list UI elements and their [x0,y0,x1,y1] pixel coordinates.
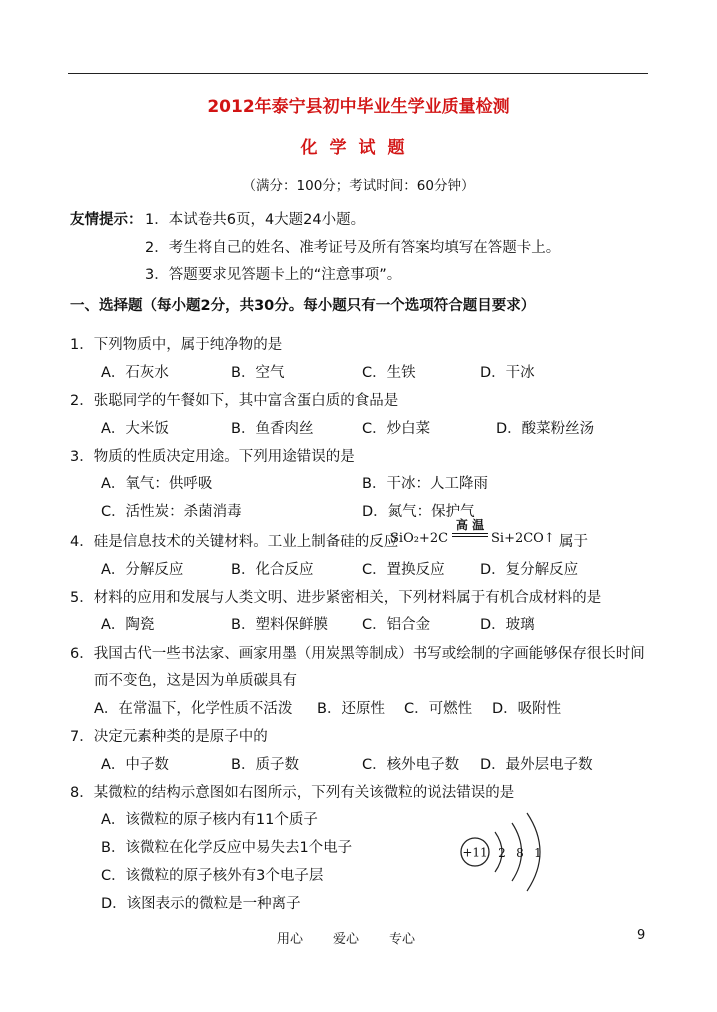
reaction-condition: 高 温 [455,518,485,532]
option: C．炒白菜 [362,421,431,437]
option: A．氧气：供呼吸 [101,476,213,492]
footer-word: 专心 [389,932,416,947]
option: D．复分解反应 [480,562,579,578]
section-heading: 一、选择题（每小题2分，共30分。每小题只有一个选项符合题目要求） [70,298,536,314]
option: C．活性炭：杀菌消毒 [101,504,242,520]
option: B．质子数 [231,757,299,773]
option: B．塑料保鲜膜 [231,617,328,633]
option: B．化合反应 [231,562,314,578]
question-stem: 7．决定元素种类的是原子中的 [70,729,268,745]
option: A．石灰水 [101,365,169,381]
shell-electrons-2: 8 [516,846,524,860]
header-rule [68,73,648,74]
option: C．铝合金 [362,617,431,633]
option: B．还原性 [317,701,385,717]
option: A．在常温下，化学性质不活泼 [94,701,293,717]
atom-structure-diagram [455,805,555,900]
question-stem: 5．材料的应用和发展与人类文明、进步紧密相关，下列材料属于有机合成材料的是 [70,590,602,606]
option: D．干冰 [480,365,535,381]
option: C．置换反应 [362,562,445,578]
option: C．生铁 [362,365,416,381]
reaction-arrow [452,519,488,537]
question-stem: 4．硅是信息技术的关键材料。工业上制备硅的反应 [70,534,399,550]
page-number: 9 [637,928,646,943]
tip-item: 1．本试卷共6页，4大题24小题。 [145,212,366,228]
option: C．该微粒的原子核外有3个电子层 [101,868,324,884]
shell-electrons-1: 2 [498,846,506,860]
nucleus-label: +11 [462,845,488,860]
question-stem-tail: 属于 [559,534,588,550]
question-stem: 6．我国古代一些书法家、画家用墨（用炭黑等制成）书写或绘制的字画能够保存很长时间 [70,646,645,662]
question-stem: 1．下列物质中，属于纯净物的是 [70,337,283,353]
option: A．中子数 [101,757,169,773]
option: B．鱼香肉丝 [231,421,314,437]
option: B．干冰：人工降雨 [362,476,488,492]
option: D．玻璃 [480,617,535,633]
shell-electrons-3: 1 [534,846,542,860]
question-stem: 2．张聪同学的午餐如下，其中富含蛋白质的食品是 [70,393,399,409]
exam-subtitle: 化学试题 [300,138,417,158]
question-stem: 3．物质的性质决定用途。下列用途错误的是 [70,449,355,465]
option: B．该微粒在化学反应中易失去1个电子 [101,840,353,856]
option: C．可燃性 [404,701,473,717]
exam-meta: （满分：100分；考试时间：60分钟） [242,178,475,194]
question-stem-cont: 而不变色，这是因为单质碳具有 [94,673,297,689]
option: A．分解反应 [101,562,184,578]
option: D．氮气：保护气 [362,504,475,520]
option: D．吸附性 [492,701,562,717]
tip-item: 2．考生将自己的姓名、准考证号及所有答案均填写在答题卡上。 [145,240,561,256]
option: C．核外电子数 [362,757,460,773]
question-stem: 8．某微粒的结构示意图如右图所示，下列有关该微粒的说法错误的是 [70,785,515,801]
footer-word: 用心 [277,932,304,947]
option: D．该图表示的微粒是一种离子 [101,896,301,912]
tip-item: 3．答题要求见答题卡上的“注意事项”。 [145,267,402,283]
option: B．空气 [231,365,285,381]
option: D．最外层电子数 [480,757,593,773]
reaction-reactants: SiO₂+2C [390,531,449,546]
reaction-products: Si+2CO↑ [491,531,555,546]
tips-label: 友情提示： [70,212,143,228]
exam-title: 2012年泰宁县初中毕业生学业质量检测 [207,97,510,117]
footer-word: 爱心 [333,932,360,947]
option: A．该微粒的原子核内有11个质子 [101,812,318,828]
option: D．酸菜粉丝汤 [496,421,595,437]
option: A．大米饭 [101,421,169,437]
option: A．陶瓷 [101,617,155,633]
